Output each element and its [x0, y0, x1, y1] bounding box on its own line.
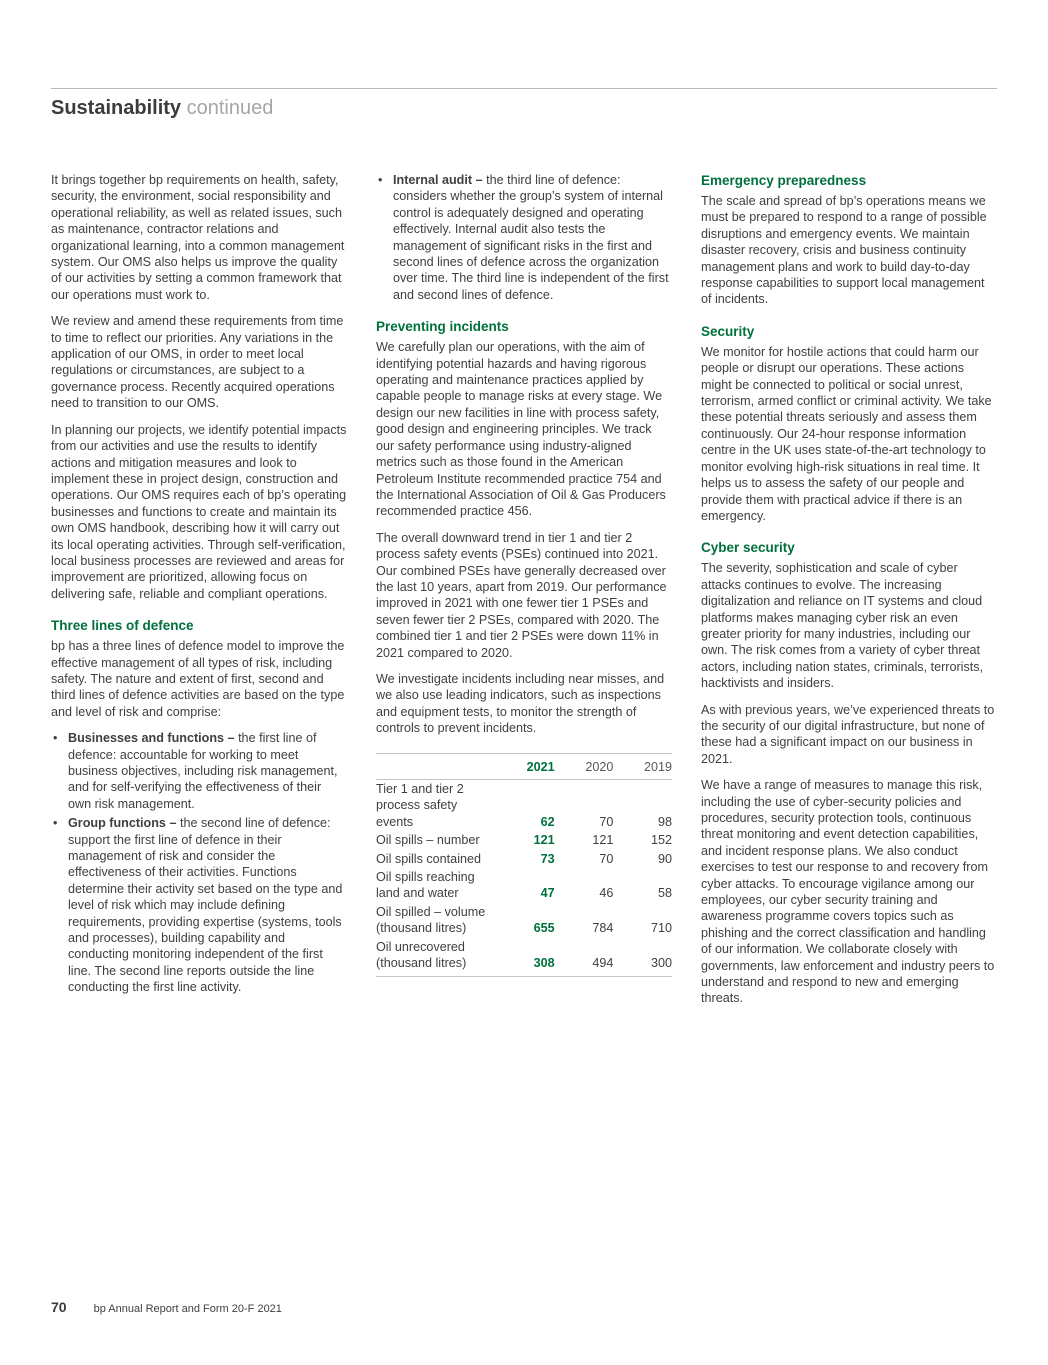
content-columns — [51, 172, 997, 1017]
body-paragraph: We carefully plan our operations, with the aim of identifying potential hazards and having rigorous operating and maintenance practices applied by capable people to manage risks at every stage. We design our new facilities in line with process safety, good design and engineering principles. We track our safety performance using industry-aligned metrics such as those found in the American Petroleum Institute recommended practice 754 and the International Association of Oil & Gas Producers recommended practice 456. — [376, 340, 666, 519]
column-2 — [376, 172, 672, 1017]
column-3 — [701, 172, 997, 1017]
body-paragraph: The overall downward trend in tier 1 and tier 2 process safety events (PSEs) continued into 2021. Our combined PSEs have generally decreased over the last 10 years, apart from 2019. Our performance improved in 2021 with one fewer tier 1 PSEs and seven fewer tier 2 PSEs, compared with 2020. The combined tier 1 and tier 2 PSEs were down 11% in 2021 compared to 2020. — [376, 530, 667, 660]
header-rule — [51, 88, 997, 89]
bullet-text: the third line of defence: considers whether the group’s system of internal control is adequately designed and operating effectively. Internal audit also tests the management of significant risks in the first and second lines of defence across the organization over time. The third line is independent of the first and second lines of defence. — [393, 173, 669, 302]
page-title-continued: continued — [186, 97, 274, 119]
table-header-2020: 2020 — [585, 759, 614, 774]
value-2021: 73 — [540, 851, 555, 866]
value-2019: 58 — [658, 886, 673, 901]
row-label: Oil spills contained — [376, 851, 481, 866]
body-paragraph: It brings together bp requirements on health, safety, security, the environment, social responsibility and operational reliability, as well as related issues, such as maintenance, contractor relations and organizational learning, into a common management system. Our OMS also helps us improve the quality of our activities by setting a common framework that our operations must work to. — [51, 173, 345, 302]
table-row — [376, 903, 672, 938]
table-row — [376, 868, 672, 903]
body-paragraph: As with previous years, we’ve experienced threats to the security of our digital infrastructure, but none of these had a significant impact on our business in 2021. — [701, 702, 995, 766]
body-paragraph: We have a range of measures to manage this risk, including the use of cyber-security policies and procedures, security protection tools, continuous threat monitoring and event detection capabilities, and incident response plans. We also conduct exercises to test our response to and recovery from cyber attacks. To encourage vigilance among our employees, our cyber security training and awareness programme covers topics such as phishing and the correct classification and handling of our information. We collaborate closely with governments, law enforcement and industry peers to understand and respond to new and emerging threats. — [701, 778, 995, 1006]
table-row — [376, 831, 672, 849]
value-2019: 300 — [651, 956, 673, 971]
value-2020: 46 — [599, 886, 614, 901]
value-2019: 98 — [658, 814, 673, 829]
footer-report-title: bp Annual Report and Form 20-F 2021 — [93, 1303, 282, 1315]
bullet-lead: Group functions – — [68, 816, 180, 831]
value-2020: 784 — [592, 921, 614, 936]
body-paragraph: The severity, sophistication and scale of cyber attacks continues to evolve. The increasing digitalization and reliance on IT systems and cloud platforms makes managing cyber risk an even greater priority for many industries, including our own. The risk comes from a variety of cyber threat actors, including nation states, criminals, terrorists, hacktivists and insiders. — [701, 561, 984, 691]
value-2020: 494 — [592, 956, 614, 971]
bullet-item-internal-audit — [376, 172, 672, 303]
bullet-item-businesses-and-functions — [51, 730, 347, 812]
page-footer — [51, 1299, 282, 1315]
bullet-lead: Internal audit – — [393, 173, 487, 187]
body-paragraph: We review and amend these requirements from time to time to reflect our priorities. Any variations in the application of our OMS, in order to meet local regulations or circumstances, are subject to a governance process. Recently acquired operations need to transition to our OMS. — [51, 314, 344, 411]
table-row — [376, 850, 672, 868]
heading-emergency-preparedness: Emergency preparedness — [701, 173, 867, 188]
bullet-lead: Businesses and functions – — [68, 731, 239, 746]
page-title — [51, 97, 997, 120]
value-2020: 121 — [592, 833, 614, 848]
value-2021: 655 — [533, 921, 555, 936]
row-label: Oil unrecovered (thousand litres) — [376, 939, 467, 971]
process-safety-table — [376, 753, 672, 978]
value-2019: 710 — [651, 921, 673, 936]
row-label: Oil spills – number — [376, 833, 480, 848]
heading-three-lines-of-defence: Three lines of defence — [51, 618, 194, 634]
defence-bullet-list — [51, 730, 347, 996]
page-title-main: Sustainability — [51, 97, 182, 119]
value-2021: 121 — [533, 833, 555, 848]
body-paragraph: We monitor for hostile actions that could harm our people or disrupt our operations. These actions might be connected to political or social unrest, terrorism, armed conflict or criminal activity. We take these potential threats seriously and assess them continuously. Our 24-hour response information centre in the UK uses state-of-the-art technology to monitor evolving high-risk situations in real time. It helps us to assess the safety of our people and provide them with practical advice if there is an emergency. — [701, 344, 992, 523]
body-paragraph: In planning our projects, we identify potential impacts from our activities and use the results to identify actions and mitigation measures and look to implement these in project design, construction and operations. Our OMS requires each of bp’s operating businesses and functions to create and maintain its own OMS handbook, describing how it will carry out its local operating activities. Through self-verification, local business processes are reviewed and areas for improvement are prioritized, allowing focus on delivering safe, reliable and compliant operations. — [51, 422, 347, 601]
body-paragraph: We investigate incidents including near misses, and we also use leading indicators, such as inspections and equipment tests, to monitor the strength of controls to prevent incidents. — [376, 671, 665, 736]
row-label: Oil spills reaching land and water — [376, 870, 475, 901]
value-2020: 70 — [599, 851, 614, 866]
row-label: Tier 1 and tier 2 process safety events — [376, 782, 464, 829]
table-header-row — [376, 754, 672, 780]
bullet-text: the second line of defence: support the first line of defence in their management of risk and consider the effectiveness of their activities. Functions determine their activity set based on the type and level of risk which may include defining requirements, providing expertise (systems, tools and processes), building capability and conducting monitoring independent of the first line. The second line reports outside the line conducting the first line activity. — [68, 816, 343, 995]
value-2020: 70 — [599, 814, 614, 829]
table-header-2021: 2021 — [526, 759, 555, 774]
bullet-text: the first line of defence: accountable for working to meet business objectives, including risk management, and for self-verifying the effectiveness of their own risk management. — [68, 731, 338, 811]
table-header-2019: 2019 — [643, 759, 673, 774]
heading-cyber-security: Cyber security — [701, 540, 795, 556]
row-label: Oil spilled – volume (thousand litres) — [376, 904, 486, 936]
heading-security: Security — [701, 323, 755, 339]
bullet-item-group-functions — [51, 815, 347, 995]
heading-preventing-incidents: Preventing incidents — [376, 319, 509, 335]
value-2021: 308 — [533, 956, 555, 971]
column-1 — [51, 172, 347, 1017]
defence-bullet-list-continued — [376, 172, 672, 303]
body-paragraph: bp has a three lines of defence model to improve the effective management of all types of risk, including safety. The nature and extent of first, second and third lines of defence activities are based on the type and level of risk and comprise: — [51, 639, 345, 719]
value-2019: 152 — [651, 833, 673, 848]
table-row — [376, 780, 672, 831]
page-number: 70 — [51, 1299, 67, 1315]
table-row — [376, 938, 672, 973]
body-paragraph: The scale and spread of bp’s operations means we must be prepared to respond to a range of possible disruptions and emergency events. We maintain disaster recovery, crisis and business continuity management plans and work to build day-to-day response capabilities to support local management of incidents. — [701, 194, 987, 307]
value-2019: 90 — [658, 851, 673, 866]
value-2021: 62 — [540, 814, 555, 829]
value-2021: 47 — [540, 886, 555, 901]
